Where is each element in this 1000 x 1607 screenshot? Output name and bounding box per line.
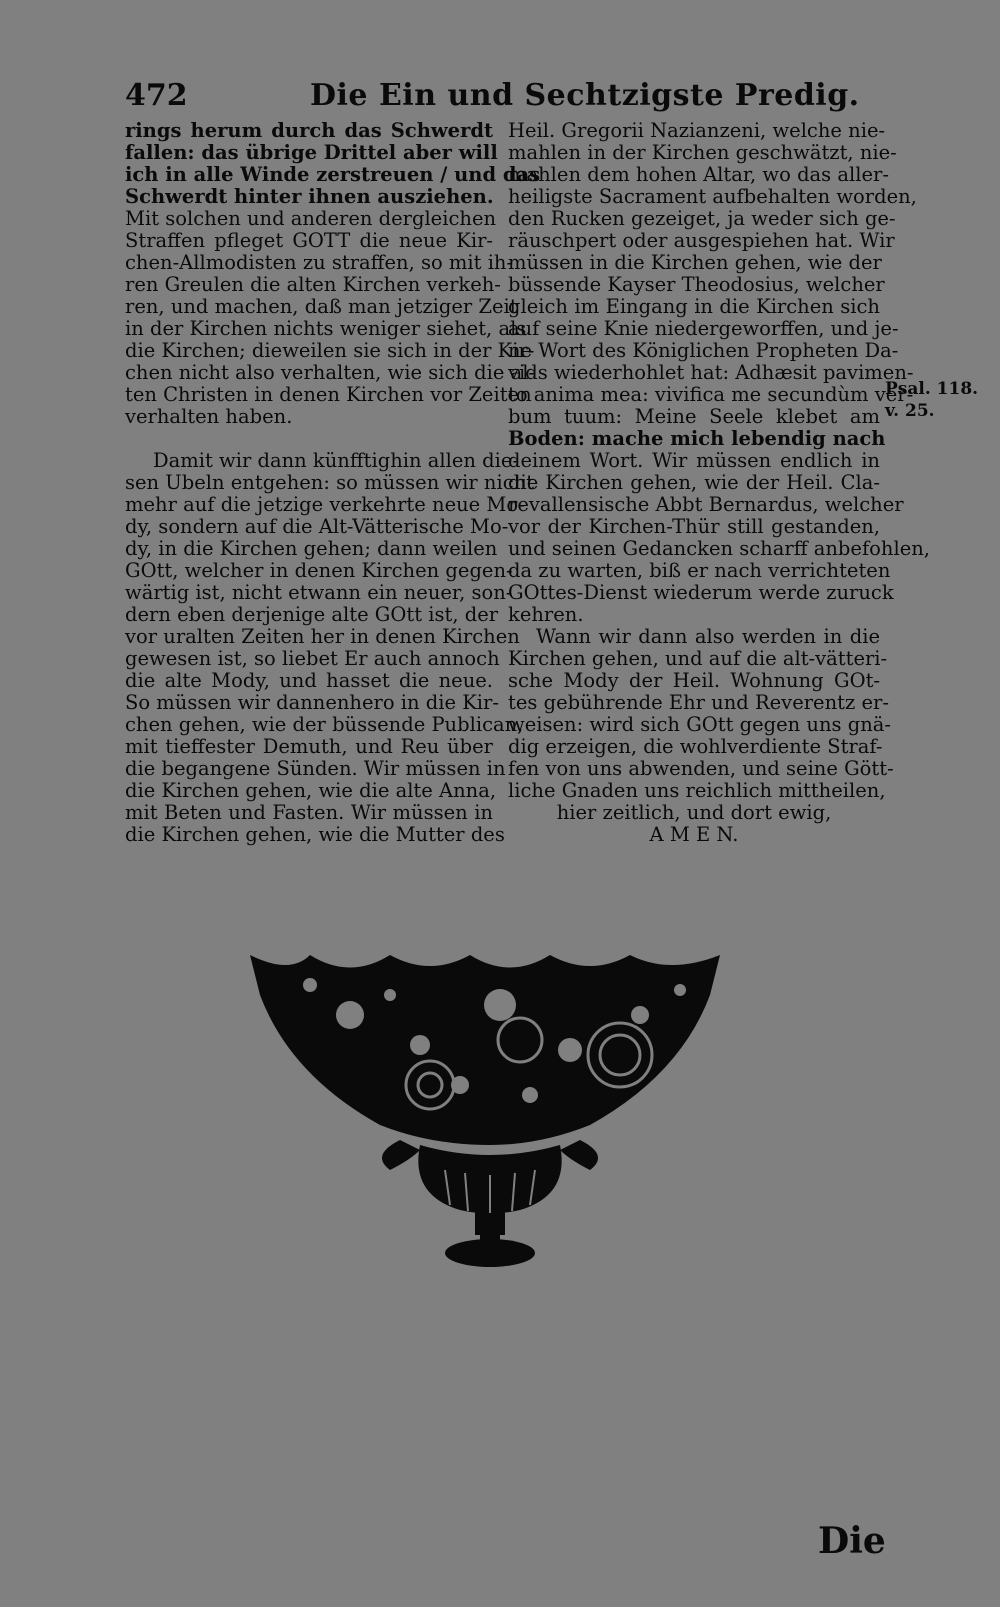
text-line: chen-Allmodisten zu straffen, so mit ih- [125, 251, 514, 274]
text-line: gewesen ist, so liebet Er auch annoch [125, 647, 500, 670]
text-line: in der Kirchen nichts weniger siehet, als [125, 317, 527, 340]
text-line: dern eben derjenige alte GOtt ist, der [125, 603, 499, 626]
text-line: hier zeitlich, und dort ewig, [556, 801, 832, 824]
text-line: mehr auf die jetzige verkehrte neue Mo- [125, 493, 525, 516]
text-line: die Kirchen gehen, wie der Heil. Cla- [508, 471, 880, 494]
text-line: ren Greulen die alten Kirchen verkeh- [125, 273, 501, 296]
text-line: Wann wir dann also werden in die [536, 625, 880, 648]
text-line: tes gebührende Ehr und Reverentz er- [508, 691, 889, 714]
text-line: die Kirchen; dieweilen sie sich in der Kir- [125, 339, 535, 362]
text-line: bum tuum: Meine Seele klebet am [508, 405, 880, 428]
text-line: mit tieffester Demuth, und Reu über [125, 735, 493, 758]
text-line: mahlen dem hohen Altar, wo das aller- [508, 163, 889, 186]
text-line: auf seine Knie niedergeworffen, und je- [508, 317, 899, 340]
text-line: Kirchen gehen, und auf die alt-vätteri- [508, 647, 888, 670]
text-line: dy, sondern auf die Alt-Vätterische Mo- [125, 515, 509, 538]
text-line: dy, in die Kirchen gehen; dann weilen [125, 537, 498, 560]
text-line: Heil. Gregorii Nazianzeni, welche nie- [508, 119, 886, 142]
text-line: Mit solchen und anderen dergleichen [125, 207, 497, 230]
text-line: ten Christen in denen Kirchen vor Zeiten [125, 383, 532, 406]
text-line: wärtig ist, nicht etwann ein neuer, son- [125, 581, 513, 604]
text-line: sche Mody der Heil. Wohnung GOt- [508, 669, 880, 692]
text-line: fallen: das übrige Drittel aber will [125, 141, 498, 164]
text-line: weisen: wird sich GOtt gegen uns gnä- [508, 713, 892, 736]
text-line: So müssen wir dannenhero in die Kir- [125, 691, 499, 714]
text-line: fen von uns abwenden, und seine Gött- [508, 757, 894, 780]
text-line: ren, und machen, daß man jetziger Zeit [125, 295, 518, 318]
text-line: und seinen Gedancken scharff anbefohlen, [508, 537, 931, 560]
text-line: die Kirchen gehen, wie die Mutter des [125, 823, 505, 846]
text-line: vor der Kirchen-Thür still gestanden, [508, 515, 880, 538]
text-line: ne Wort des Königlichen Propheten Da- [508, 339, 899, 362]
text-line: verhalten haben. [125, 405, 293, 428]
text-line: vids wiederhohlet hat: Adhæsit pavimen- [508, 361, 914, 384]
catchword: Die [818, 1520, 886, 1562]
left-text-column [125, 119, 541, 846]
page-number: 472 [125, 78, 188, 113]
text-line: GOtt, welcher in denen Kirchen gegen- [125, 559, 513, 582]
text-line: Damit wir dann künfftighin allen die- [153, 449, 520, 472]
text-line: mit Beten und Fasten. Wir müssen in [125, 801, 493, 824]
text-line: dig erzeigen, die wohlverdiente Straf- [508, 735, 883, 758]
text-line: ich in alle Winde zerstreuen / und das [125, 163, 541, 186]
text-line: deinem Wort. Wir müssen endlich in [508, 449, 880, 472]
marginal-note [885, 378, 978, 422]
text-line: to anima mea: vivifica me secundùm ver- [508, 383, 914, 406]
text-line: Boden: mache mich lebendig nach [508, 427, 886, 450]
text-line: den Rucken gezeiget, ja weder sich ge- [508, 207, 896, 230]
text-line: revallensische Abbt Bernardus, welcher [508, 493, 904, 516]
text-line: die begangene Sünden. Wir müssen in [125, 757, 506, 780]
text-line: chen gehen, wie der büssende Publican, [125, 713, 524, 736]
text-line: sen Ubeln entgehen: so müssen wir nicht [125, 471, 535, 494]
flower-vase-ornament [250, 955, 730, 1295]
text-line: da zu warten, biß er nach verrichteten [508, 559, 891, 582]
text-line: heiligste Sacrament aufbehalten worden, [508, 185, 917, 208]
text-line: kehren. [508, 603, 584, 626]
text-line: büssende Kayser Theodosius, welcher [508, 273, 885, 296]
text-line: chen nicht also verhalten, wie sich die al- [125, 361, 536, 384]
running-title: Die Ein und Sechtzigste Predig. [310, 78, 860, 113]
text-line: A M E N. [649, 823, 739, 846]
text-line: müssen in die Kirchen gehen, wie der [508, 251, 882, 274]
page-header [125, 78, 860, 116]
marginal-note-verse: v. 25. [885, 401, 935, 421]
text-line: Straffen pfleget GOTT die neue Kir- [125, 229, 493, 252]
text-line: GOttes-Dienst wiederum werde zuruck [508, 581, 894, 604]
text-line: vor uralten Zeiten her in denen Kirchen [125, 625, 520, 648]
text-line: die alte Mody, und hasset die neue. [125, 669, 493, 692]
text-line: mahlen in der Kirchen geschwätzt, nie- [508, 141, 897, 164]
marginal-note-reference: Psal. 118. [885, 379, 979, 399]
paragraph-gap [125, 428, 493, 450]
text-line: die Kirchen gehen, wie die alte Anna, [125, 779, 497, 802]
text-line: gleich im Eingang in die Kirchen sich [508, 295, 880, 318]
text-line: räuschpert oder ausgespiehen hat. Wir [508, 229, 895, 252]
text-line: Schwerdt hinter ihnen ausziehen. [125, 185, 494, 208]
text-line: rings herum durch das Schwerdt [125, 119, 493, 142]
text-line: liche Gnaden uns reichlich mittheilen, [508, 779, 886, 802]
